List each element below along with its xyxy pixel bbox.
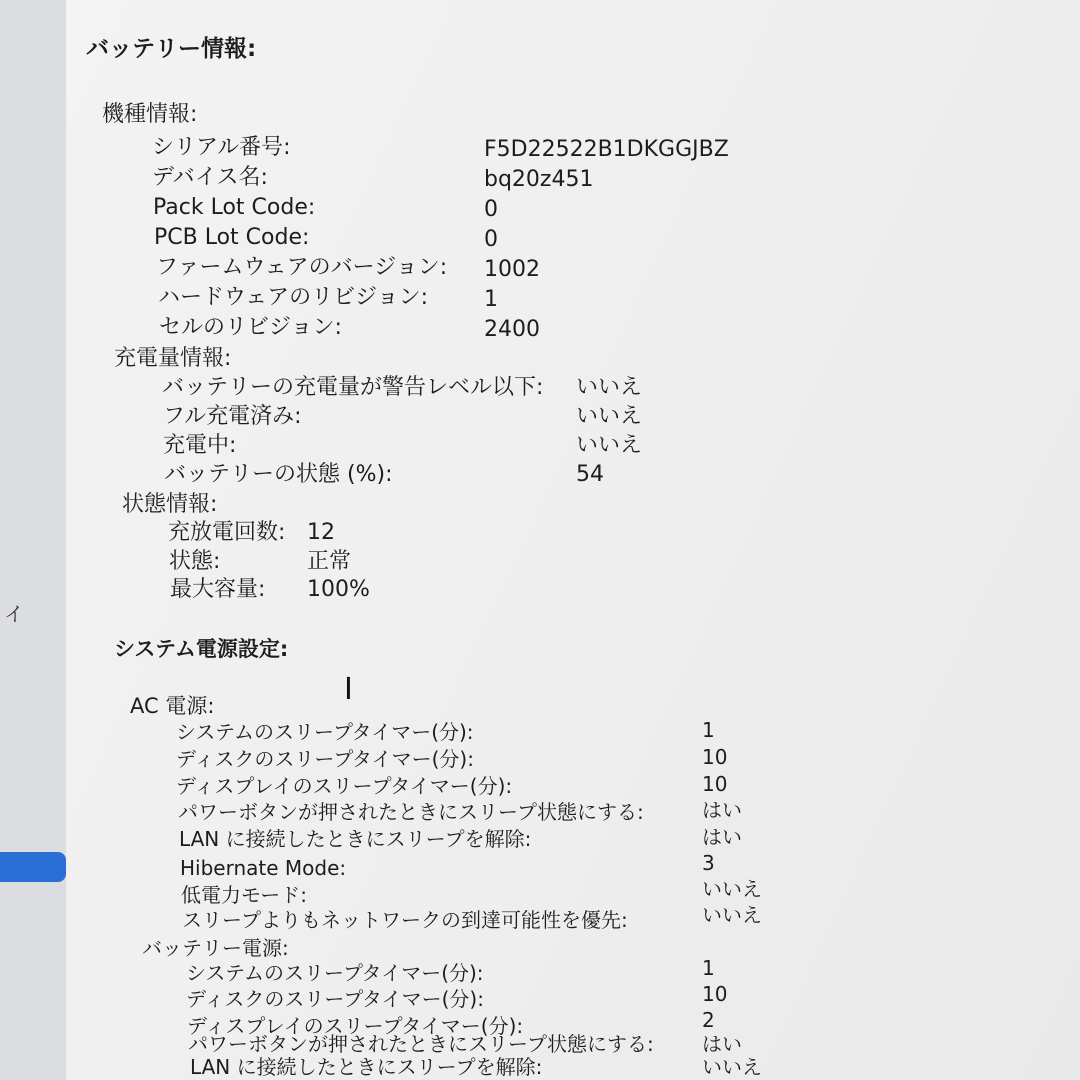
ac-row-label: ディスプレイのスリープタイマー(分): bbox=[176, 774, 513, 798]
model-row-value: 1002 bbox=[484, 257, 540, 282]
health-row-label: 充放電回数: bbox=[168, 520, 286, 545]
sidebar-item-partial-label[interactable]: イ bbox=[4, 602, 24, 626]
battery-row-value: 1 bbox=[702, 956, 715, 980]
model-row-label: シリアル番号: bbox=[152, 135, 291, 160]
model-row-value: 1 bbox=[484, 287, 498, 312]
model-row-value: 2400 bbox=[484, 317, 540, 342]
ac-row-value: はい bbox=[702, 825, 742, 849]
battery-row-value: はい bbox=[702, 1032, 742, 1056]
ac-row-label: パワーボタンが押されたときにスリープ状態にする: bbox=[178, 800, 644, 824]
health-row-value: 正常 bbox=[307, 549, 352, 574]
model-row-label: セルのリビジョン: bbox=[159, 315, 342, 340]
model-row-value: F5D22522B1DKGGJBZ bbox=[484, 137, 729, 162]
model-row-value: bq20z451 bbox=[484, 167, 594, 192]
sidebar-item-selected[interactable] bbox=[0, 852, 66, 882]
health-row-label: 最大容量: bbox=[170, 577, 266, 602]
ac-row-value: いいえ bbox=[702, 903, 762, 927]
ac-row-value: 3 bbox=[702, 851, 715, 875]
ac-power-heading: AC 電源: bbox=[130, 694, 215, 718]
model-info-heading: 機種情報: bbox=[102, 102, 198, 127]
ac-row-label: Hibernate Mode: bbox=[180, 856, 347, 880]
battery-row-value: いいえ bbox=[702, 1055, 762, 1079]
report-content bbox=[66, 0, 1080, 1080]
health-row-label: 状態: bbox=[169, 549, 221, 574]
battery-info-title: バッテリー情報: bbox=[86, 36, 257, 62]
model-row-value: 0 bbox=[484, 227, 498, 252]
charge-row-label: 充電中: bbox=[163, 433, 237, 458]
charge-row-value: いいえ bbox=[576, 404, 643, 429]
charge-info-heading: 充電量情報: bbox=[114, 346, 232, 371]
charge-row-label: バッテリーの充電量が警告レベル以下: bbox=[162, 375, 544, 400]
battery-row-label: LAN に接続したときにスリープを解除: bbox=[190, 1055, 543, 1079]
ac-row-value: 10 bbox=[702, 745, 728, 769]
charge-row-value: いいえ bbox=[576, 375, 643, 400]
health-row-value: 100% bbox=[307, 577, 370, 602]
power-settings-title: システム電源設定: bbox=[114, 637, 289, 661]
charge-row-value: 54 bbox=[576, 462, 604, 487]
ac-row-value: はい bbox=[702, 798, 742, 822]
battery-row-label: ディスクのスリープタイマー(分): bbox=[186, 987, 484, 1011]
ac-row-label: システムのスリープタイマー(分): bbox=[176, 720, 474, 744]
battery-row-label: システムのスリープタイマー(分): bbox=[186, 961, 484, 985]
battery-row-label: パワーボタンが押されたときにスリープ状態にする: bbox=[188, 1032, 654, 1056]
ac-row-label: ディスクのスリープタイマー(分): bbox=[176, 747, 474, 771]
ac-row-label: スリープよりもネットワークの到達可能性を優先: bbox=[182, 908, 628, 932]
text-cursor-icon: I bbox=[344, 672, 353, 707]
health-info-heading: 状態情報: bbox=[122, 492, 218, 517]
sidebar bbox=[0, 0, 67, 1080]
model-row-label: ファームウェアのバージョン: bbox=[156, 255, 448, 280]
model-row-label: ハードウェアのリビジョン: bbox=[158, 285, 429, 310]
model-row-label: Pack Lot Code: bbox=[153, 195, 316, 220]
model-row-value: 0 bbox=[484, 197, 498, 222]
battery-row-value: 2 bbox=[702, 1008, 715, 1032]
charge-row-value: いいえ bbox=[576, 433, 643, 458]
ac-row-value: 10 bbox=[702, 772, 728, 796]
ac-row-value: いいえ bbox=[702, 877, 762, 901]
health-row-value: 12 bbox=[307, 520, 335, 545]
ac-row-label: 低電力モード: bbox=[181, 883, 307, 907]
battery-power-heading: バッテリー電源: bbox=[142, 936, 289, 960]
battery-row-value: 10 bbox=[702, 982, 728, 1006]
charge-row-label: フル充電済み: bbox=[163, 404, 302, 429]
ac-row-value: 1 bbox=[702, 718, 715, 742]
model-row-label: デバイス名: bbox=[152, 165, 268, 190]
charge-row-label: バッテリーの状態 (%): bbox=[164, 462, 393, 487]
battery-row-label: ディスプレイのスリープタイマー(分): bbox=[187, 1014, 524, 1038]
model-row-label: PCB Lot Code: bbox=[154, 225, 310, 250]
ac-row-label: LAN に接続したときにスリープを解除: bbox=[179, 827, 532, 851]
